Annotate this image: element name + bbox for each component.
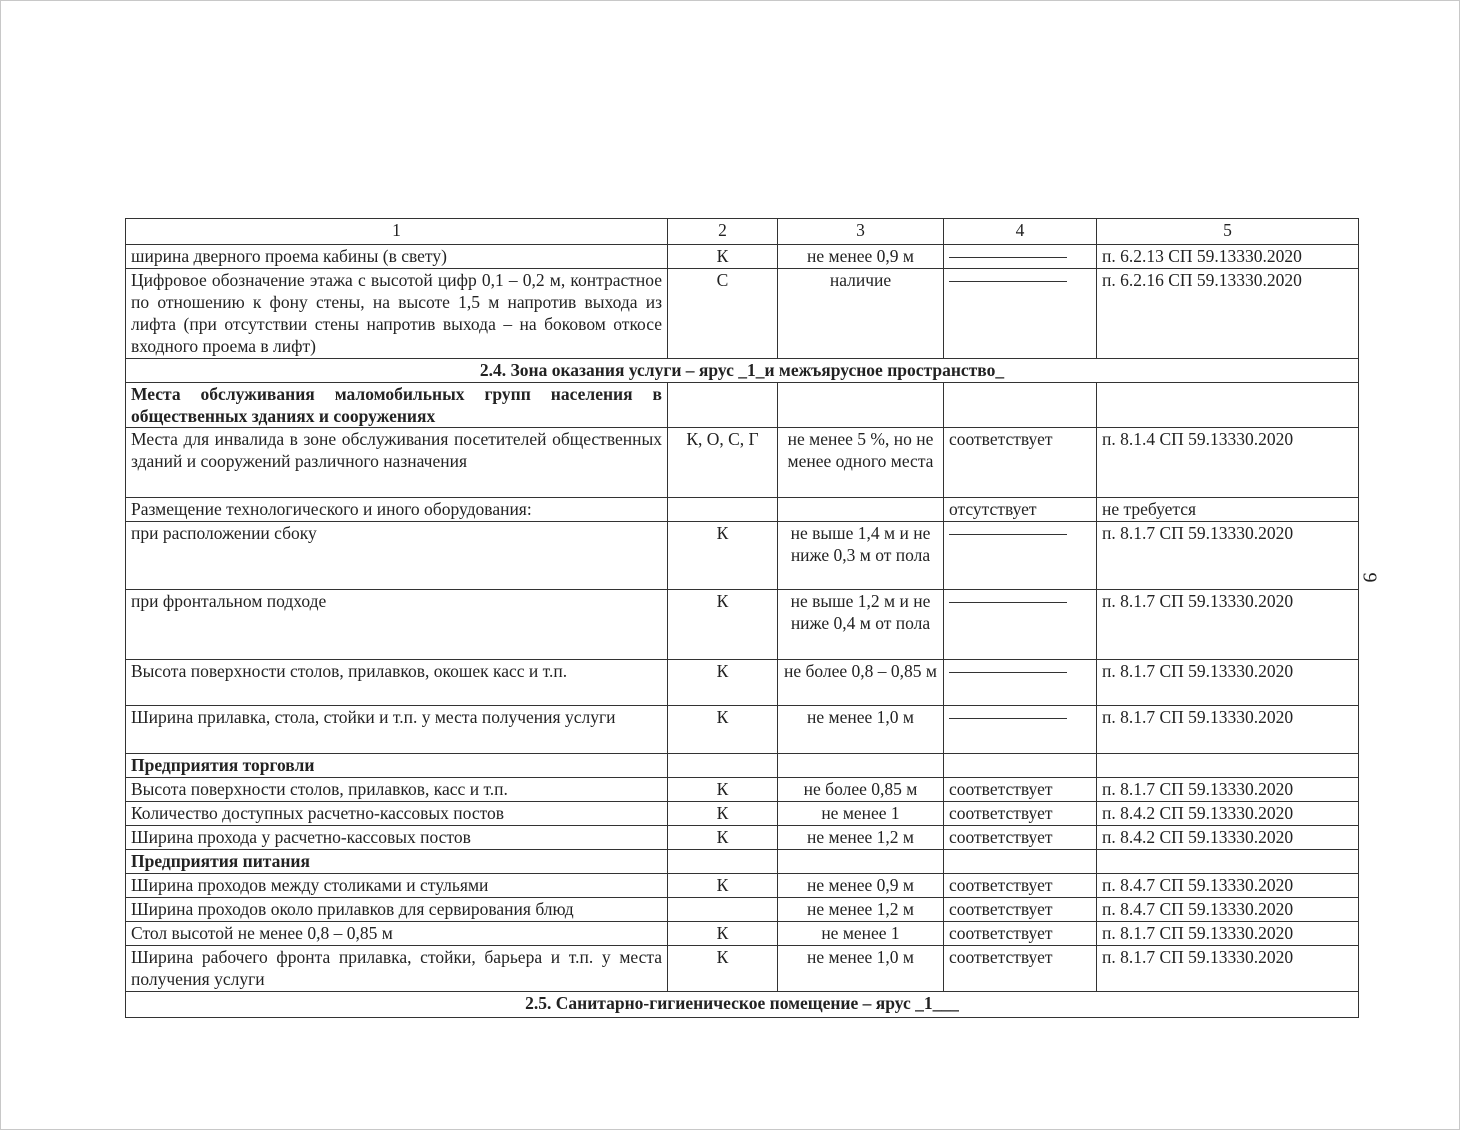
- requirement-cell: при расположении сбоку: [126, 522, 668, 590]
- section-heading: 2.5. Санитарно-гигиеническое помещение – ярус _1___: [126, 992, 1359, 1018]
- category-cell: К: [668, 874, 778, 898]
- status-cell: соответствует: [944, 874, 1097, 898]
- page-number: 9: [1358, 572, 1381, 583]
- requirement-cell: Предприятия торговли: [126, 754, 668, 778]
- status-cell: [944, 590, 1097, 660]
- category-cell: [668, 850, 778, 874]
- category-cell: [668, 383, 778, 428]
- status-cell: соответствует: [944, 898, 1097, 922]
- table-row: [126, 874, 1359, 898]
- category-cell: С: [668, 269, 778, 359]
- norm-cell: не более 0,8 – 0,85 м: [778, 660, 944, 706]
- blank-line: [949, 522, 1067, 535]
- category-cell: К: [668, 826, 778, 850]
- blank-line: [949, 269, 1067, 282]
- status-cell: соответствует: [944, 946, 1097, 992]
- requirement-cell: Размещение технологического и иного оборудования:: [126, 498, 668, 522]
- norm-cell: не менее 1: [778, 922, 944, 946]
- category-cell: [668, 498, 778, 522]
- status-cell: [944, 706, 1097, 754]
- reference-cell: п. 8.1.7 СП 59.13330.2020: [1097, 660, 1359, 706]
- table-row: [126, 706, 1359, 754]
- reference-cell: [1097, 754, 1359, 778]
- norm-cell: [778, 754, 944, 778]
- blank-line: [949, 245, 1067, 258]
- reference-cell: п. 8.1.4 СП 59.13330.2020: [1097, 428, 1359, 498]
- category-cell: [668, 898, 778, 922]
- category-cell: К: [668, 590, 778, 660]
- header-cell-5: 5: [1097, 219, 1359, 245]
- table-row: [126, 522, 1359, 590]
- reference-cell: п. 8.4.7 СП 59.13330.2020: [1097, 874, 1359, 898]
- norm-cell: не менее 0,9 м: [778, 245, 944, 269]
- table-row: [126, 754, 1359, 778]
- reference-cell: п. 8.4.7 СП 59.13330.2020: [1097, 898, 1359, 922]
- reference-cell: п. 8.1.7 СП 59.13330.2020: [1097, 706, 1359, 754]
- norm-cell: не менее 1,0 м: [778, 706, 944, 754]
- requirement-cell: Места обслуживания маломобильных групп населения в общественных зданиях и сооружениях: [126, 383, 668, 428]
- header-cell-3: 3: [778, 219, 944, 245]
- status-cell: [944, 754, 1097, 778]
- norm-cell: [778, 383, 944, 428]
- requirement-cell: Ширина прилавка, стола, стойки и т.п. у места получения услуги: [126, 706, 668, 754]
- norm-cell: не менее 1,0 м: [778, 946, 944, 992]
- category-cell: К: [668, 922, 778, 946]
- requirement-cell: Предприятия питания: [126, 850, 668, 874]
- status-cell: [944, 269, 1097, 359]
- header-cell-1: 1: [126, 219, 668, 245]
- status-cell: соответствует: [944, 778, 1097, 802]
- category-cell: К: [668, 802, 778, 826]
- status-cell: соответствует: [944, 802, 1097, 826]
- requirement-cell: Стол высотой не менее 0,8 – 0,85 м: [126, 922, 668, 946]
- status-cell: [944, 660, 1097, 706]
- requirement-cell: Высота поверхности столов, прилавков, касс и т.п.: [126, 778, 668, 802]
- status-cell: соответствует: [944, 428, 1097, 498]
- reference-cell: п. 8.1.7 СП 59.13330.2020: [1097, 590, 1359, 660]
- reference-cell: [1097, 850, 1359, 874]
- requirement-cell: Цифровое обозначение этажа с высотой цифр 0,1 – 0,2 м, контрастное по отношению к фону стены, на высоте 1,5 м напротив выхода из лифта (при отсутствии стены напротив выхода – на боковом откосе входного проема в лифт): [126, 269, 668, 359]
- blank-line: [949, 590, 1067, 603]
- header-cell-2: 2: [668, 219, 778, 245]
- reference-cell: п. 8.4.2 СП 59.13330.2020: [1097, 802, 1359, 826]
- norm-cell: [778, 850, 944, 874]
- norm-cell: не выше 1,2 м и не ниже 0,4 м от пола: [778, 590, 944, 660]
- header-cell-4: 4: [944, 219, 1097, 245]
- status-cell: [944, 383, 1097, 428]
- status-cell: отсутствует: [944, 498, 1097, 522]
- blank-line: [949, 706, 1067, 719]
- table-row: [126, 590, 1359, 660]
- reference-cell: п. 6.2.16 СП 59.13330.2020: [1097, 269, 1359, 359]
- status-cell: [944, 522, 1097, 590]
- norm-cell: не менее 0,9 м: [778, 874, 944, 898]
- status-cell: соответствует: [944, 922, 1097, 946]
- reference-cell: не требуется: [1097, 498, 1359, 522]
- reference-cell: п. 8.1.7 СП 59.13330.2020: [1097, 778, 1359, 802]
- category-cell: К: [668, 245, 778, 269]
- table-row: [126, 383, 1359, 428]
- category-cell: К: [668, 522, 778, 590]
- norm-cell: не более 0,85 м: [778, 778, 944, 802]
- table-row: [126, 778, 1359, 802]
- requirement-cell: Высота поверхности столов, прилавков, окошек касс и т.п.: [126, 660, 668, 706]
- reference-cell: п. 8.1.7 СП 59.13330.2020: [1097, 946, 1359, 992]
- requirement-cell: при фронтальном подходе: [126, 590, 668, 660]
- category-cell: [668, 754, 778, 778]
- blank-line: [949, 660, 1067, 673]
- norm-cell: не выше 1,4 м и не ниже 0,3 м от пола: [778, 522, 944, 590]
- table-row: [126, 922, 1359, 946]
- requirement-cell: Ширина рабочего фронта прилавка, стойки, барьера и т.п. у места получения услуги: [126, 946, 668, 992]
- reference-cell: п. 6.2.13 СП 59.13330.2020: [1097, 245, 1359, 269]
- category-cell: К: [668, 706, 778, 754]
- category-cell: К: [668, 660, 778, 706]
- status-cell: [944, 245, 1097, 269]
- table-row: [126, 898, 1359, 922]
- requirement-cell: Ширина прохода у расчетно-кассовых постов: [126, 826, 668, 850]
- table-body: [126, 219, 1359, 1018]
- status-cell: [944, 850, 1097, 874]
- table-row: [126, 269, 1359, 359]
- section-heading: 2.4. Зона оказания услуги – ярус _1_и межъярусное пространство_: [126, 359, 1359, 383]
- table-row: [126, 428, 1359, 498]
- category-cell: К: [668, 946, 778, 992]
- section-row: [126, 992, 1359, 1018]
- reference-cell: п. 8.1.7 СП 59.13330.2020: [1097, 522, 1359, 590]
- category-cell: К, О, С, Г: [668, 428, 778, 498]
- norm-cell: не менее 1,2 м: [778, 826, 944, 850]
- table-row: [126, 802, 1359, 826]
- section-row: [126, 359, 1359, 383]
- table-row: [126, 660, 1359, 706]
- status-cell: соответствует: [944, 826, 1097, 850]
- header-row: [126, 219, 1359, 245]
- norm-cell: наличие: [778, 269, 944, 359]
- table-row: [126, 245, 1359, 269]
- reference-cell: п. 8.1.7 СП 59.13330.2020: [1097, 922, 1359, 946]
- table-row: [126, 498, 1359, 522]
- table-row: [126, 850, 1359, 874]
- requirement-cell: Количество доступных расчетно-кассовых постов: [126, 802, 668, 826]
- reference-cell: п. 8.4.2 СП 59.13330.2020: [1097, 826, 1359, 850]
- norm-cell: не менее 5 %, но не менее одного места: [778, 428, 944, 498]
- category-cell: К: [668, 778, 778, 802]
- table-row: [126, 826, 1359, 850]
- requirement-cell: Ширина проходов около прилавков для сервирования блюд: [126, 898, 668, 922]
- table-row: [126, 946, 1359, 992]
- requirement-cell: Места для инвалида в зоне обслуживания посетителей общественных зданий и сооружений различного назначения: [126, 428, 668, 498]
- norm-cell: не менее 1: [778, 802, 944, 826]
- reference-cell: [1097, 383, 1359, 428]
- requirement-cell: ширина дверного проема кабины (в свету): [126, 245, 668, 269]
- requirements-table: [125, 218, 1359, 1018]
- norm-cell: не менее 1,2 м: [778, 898, 944, 922]
- norm-cell: [778, 498, 944, 522]
- requirement-cell: Ширина проходов между столиками и стульями: [126, 874, 668, 898]
